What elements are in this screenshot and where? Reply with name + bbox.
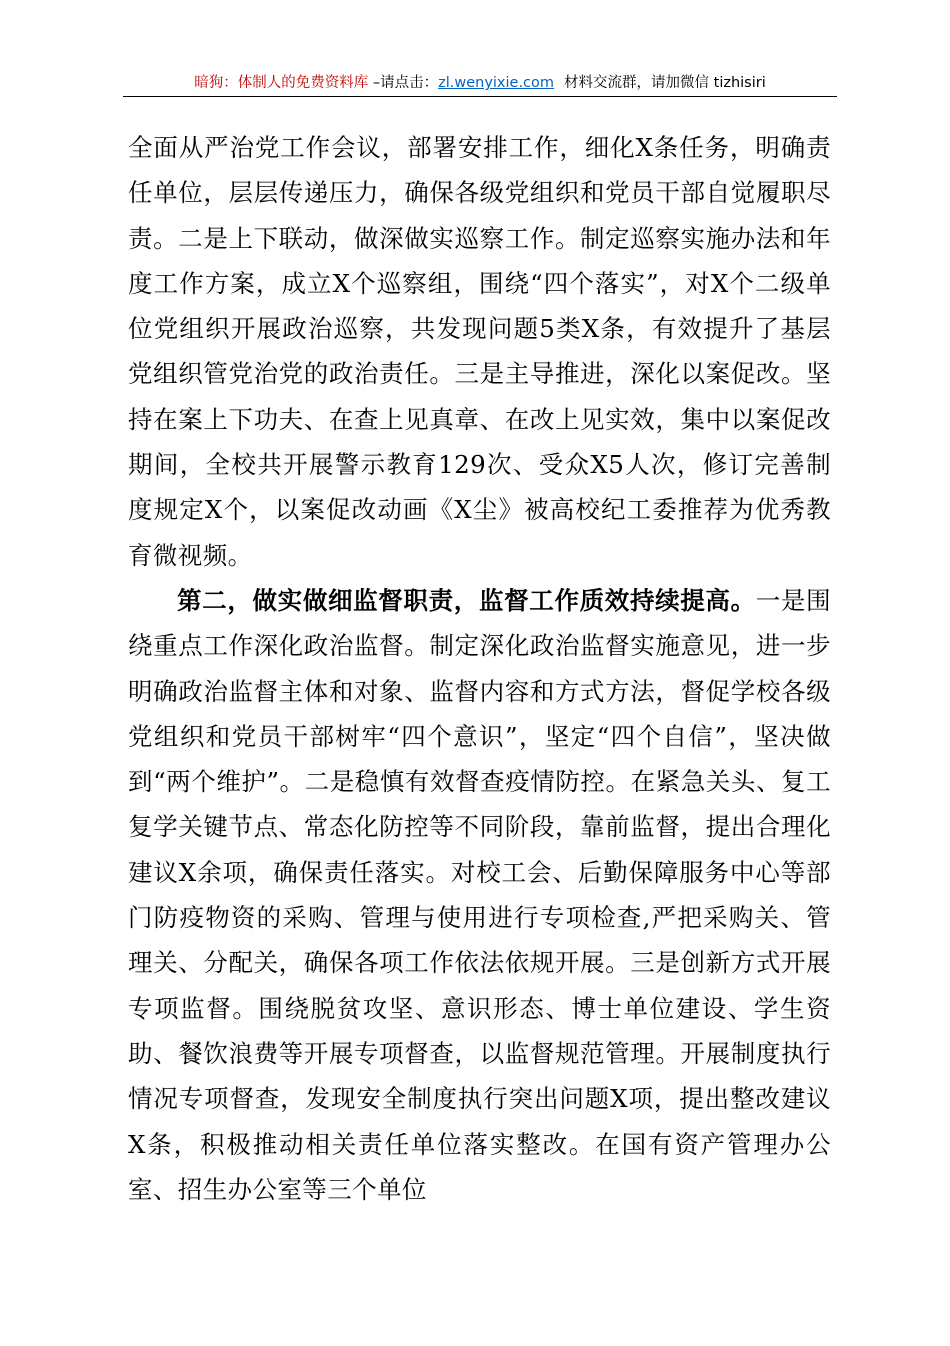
header-link[interactable]: zl.wenyixie.com — [438, 75, 555, 91]
paragraph-2 — [128, 578, 831, 1212]
paragraph-1-text: 全面从严治党工作会议，部署安排工作，细化X条任务，明确责任单位，层层传递压力，确保各级党组织和党员干部自觉履职尽责。二是上下联动，做深做实巡察工作。制定巡察实施办法和年度工作方案，成立X个巡察组，围绕“四个落实”，对X个二级单位党组织开展政治巡察，共发现问题5类X条，有效提升了基层党组织管党治党的政治责任。三是主导推进，深化以案促改。坚持在案上下功夫、在查上见真章、在改上见实效，集中以案促改期间，全校共开展警示教育129次、受众X5人次，修订完善制度规定X个，以案促改动画《X尘》被高校纪工委推荐为优秀教育微视频。 — [128, 133, 831, 570]
header-brand: 暗狗：体制人的免费资料库 — [194, 75, 369, 91]
document-body — [128, 125, 831, 1212]
header-contact: 材料交流群，请加微信 tizhisiri — [564, 75, 766, 91]
page-header — [123, 72, 837, 94]
paragraph-2-text: 一是围绕重点工作深化政治监督。制定深化政治监督实施意见，进一步明确政治监督主体和对象、监督内容和方式方法，督促学校各级党组织和党员干部树牢“四个意识”，坚定“四个自信”，坚决做到“两个维护”。二是稳慎有效督查疫情防控。在紧急关头、复工复学关键节点、常态化防控等不同阶段，靠前监督，提出合理化建议X余项，确保责任落实。对校工会、后勤保障服务中心等部门防疫物资的采购、管理与使用进行专项检查,严把采购关、管理关、分配关，确保各项工作依法依规开展。三是创新方式开展专项监督。围绕脱贫攻坚、意识形态、博士单位建设、学生资助、餐饮浪费等开展专项督查，以监督规范管理。开展制度执行情况专项督查，发现安全制度执行突出问题X项，提出整改建议X条，积极推动相关责任单位落实整改。在国有资产管理办公室、招生办公室等三个单位 — [128, 585, 831, 1204]
paragraph-2-heading: 第二，做实做细监督职责，监督工作质效持续提高。 — [177, 585, 756, 615]
header-divider — [123, 96, 837, 97]
header-separator: –请点击： — [368, 75, 439, 91]
paragraph-1 — [128, 125, 831, 578]
